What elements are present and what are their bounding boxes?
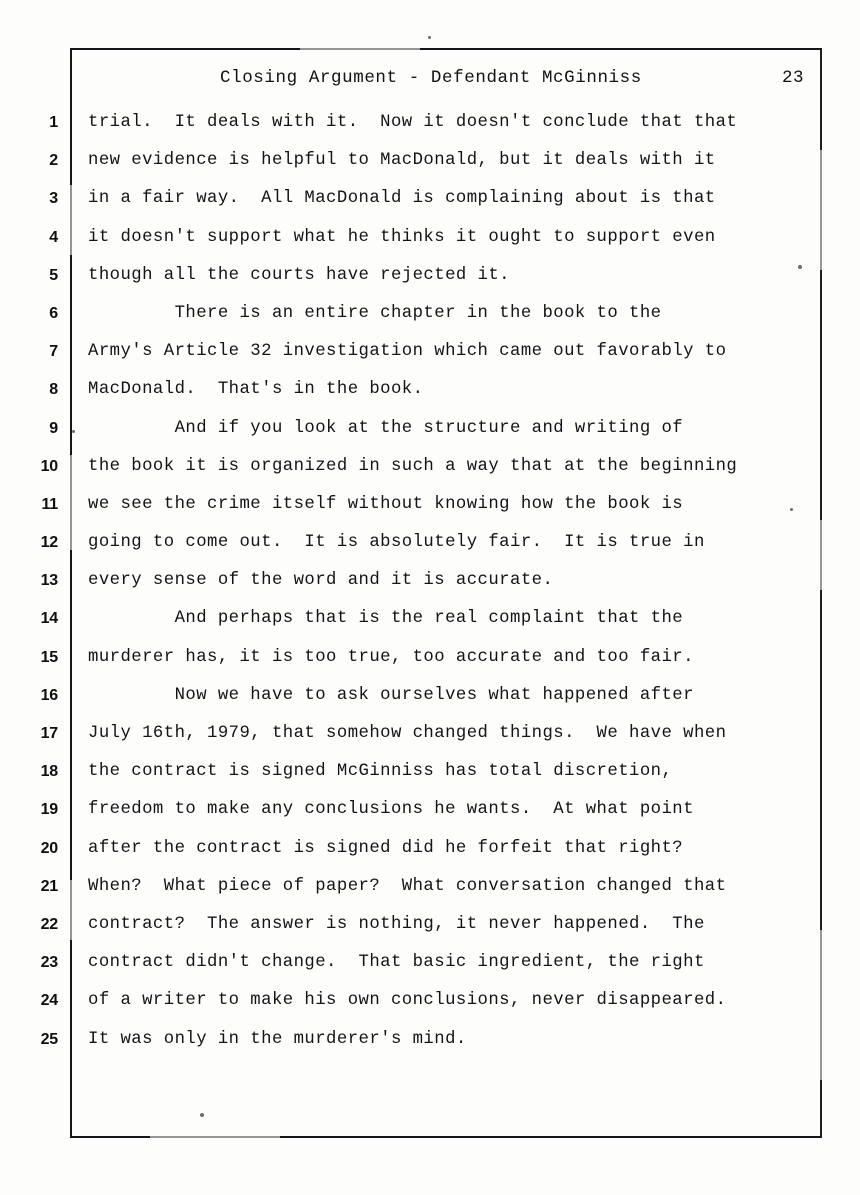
line-text: freedom to make any conclusions he wants. At what point xyxy=(88,800,694,820)
line-text: When? What piece of paper? What conversation changed that xyxy=(88,876,727,896)
line-number: 9 xyxy=(49,419,58,437)
line-number: 12 xyxy=(40,534,58,552)
line-text: It was only in the murderer's mind. xyxy=(88,1029,467,1049)
line-text: new evidence is helpful to MacDonald, but it deals with it xyxy=(88,151,716,171)
transcript-line xyxy=(0,568,860,606)
line-number: 21 xyxy=(40,877,58,895)
scan-speck xyxy=(790,508,793,511)
line-number: 2 xyxy=(49,152,58,170)
page-header xyxy=(70,68,822,98)
line-text: in a fair way. All MacDonald is complaining about is that xyxy=(88,189,716,209)
line-number: 16 xyxy=(40,686,58,704)
line-number: 22 xyxy=(40,915,58,933)
line-number: 23 xyxy=(40,954,58,972)
line-text: after the contract is signed did he forfeit that right? xyxy=(88,838,684,858)
line-text: every sense of the word and it is accurate. xyxy=(88,571,554,591)
transcript-line xyxy=(0,454,860,492)
line-text: July 16th, 1979, that somehow changed things. We have when xyxy=(88,724,727,743)
line-number: 25 xyxy=(40,1030,58,1048)
line-text: Army's Article 32 investigation which came out favorably to xyxy=(88,342,727,362)
line-number: 1 xyxy=(49,114,58,131)
line-number: 3 xyxy=(49,190,58,208)
scan-speck xyxy=(72,430,75,433)
line-text: There is an entire chapter in the book to the xyxy=(88,303,662,323)
scan-speck xyxy=(200,1113,204,1117)
line-text: the contract is signed McGinniss has total discretion, xyxy=(88,762,673,782)
transcript-line xyxy=(0,759,860,797)
line-number: 6 xyxy=(49,304,58,322)
transcript-line xyxy=(0,530,860,568)
transcript-line xyxy=(0,339,860,377)
transcript-line xyxy=(0,912,860,950)
transcript-line xyxy=(0,186,860,224)
line-number: 19 xyxy=(40,801,58,819)
line-text: Now we have to ask ourselves what happened after xyxy=(88,685,694,705)
transcript-line xyxy=(0,416,860,454)
line-text: going to come out. It is absolutely fair. It is true in xyxy=(88,533,705,553)
line-number: 13 xyxy=(40,572,58,590)
transcript-line xyxy=(0,645,860,683)
line-number: 8 xyxy=(49,381,58,399)
line-number: 11 xyxy=(41,495,58,513)
line-text: we see the crime itself without knowing how the book is xyxy=(88,494,684,514)
transcript-line xyxy=(0,950,860,988)
scan-speck xyxy=(798,265,802,269)
transcript-line xyxy=(0,301,860,339)
line-text: though all the courts have rejected it. xyxy=(88,265,510,285)
page-title: Closing Argument - Defendant McGinniss xyxy=(220,68,642,88)
line-number: 4 xyxy=(49,228,58,246)
line-number: 20 xyxy=(40,839,58,857)
transcript-line xyxy=(0,836,860,874)
line-number: 7 xyxy=(49,343,58,361)
transcript-line xyxy=(0,988,860,1026)
scan-speck xyxy=(428,36,431,39)
page-number: 23 xyxy=(781,68,804,88)
transcript-line xyxy=(0,377,860,415)
line-text: the book it is organized in such a way that at the beginning xyxy=(88,456,738,476)
transcript-line xyxy=(0,874,860,912)
transcript-line xyxy=(0,797,860,835)
transcript-line xyxy=(0,148,860,186)
transcript-line xyxy=(0,492,860,530)
line-number: 24 xyxy=(40,992,58,1010)
line-text: contract? The answer is nothing, it never happened. The xyxy=(88,914,705,934)
line-text: it doesn't support what he thinks it ought to support even xyxy=(88,227,716,247)
line-text: And perhaps that is the real complaint that the xyxy=(88,609,684,629)
transcript-line xyxy=(0,721,860,759)
border-fade-top xyxy=(300,47,420,50)
transcript-line xyxy=(0,1027,860,1065)
transcript-line xyxy=(0,263,860,301)
border-fade-bottom xyxy=(150,1136,280,1139)
transcript-line xyxy=(0,225,860,263)
line-text: MacDonald. That's in the book. xyxy=(88,380,424,400)
line-number: 15 xyxy=(40,648,58,666)
line-text: murderer has, it is too true, too accurate and too fair. xyxy=(88,647,694,667)
line-number: 18 xyxy=(40,763,58,781)
line-text: contract didn't change. That basic ingredient, the right xyxy=(88,953,705,973)
line-number: 5 xyxy=(49,266,58,284)
line-text: of a writer to make his own conclusions, never disappeared. xyxy=(88,991,727,1011)
line-number: 14 xyxy=(40,610,58,628)
transcript-body xyxy=(0,110,860,1065)
line-number: 17 xyxy=(40,725,58,742)
line-text: And if you look at the structure and writing of xyxy=(88,418,684,438)
line-text: trial. It deals with it. Now it doesn't conclude that that xyxy=(88,113,738,132)
transcript-line xyxy=(0,606,860,644)
transcript-line xyxy=(0,110,860,148)
transcript-line xyxy=(0,683,860,721)
line-number: 10 xyxy=(40,457,58,475)
